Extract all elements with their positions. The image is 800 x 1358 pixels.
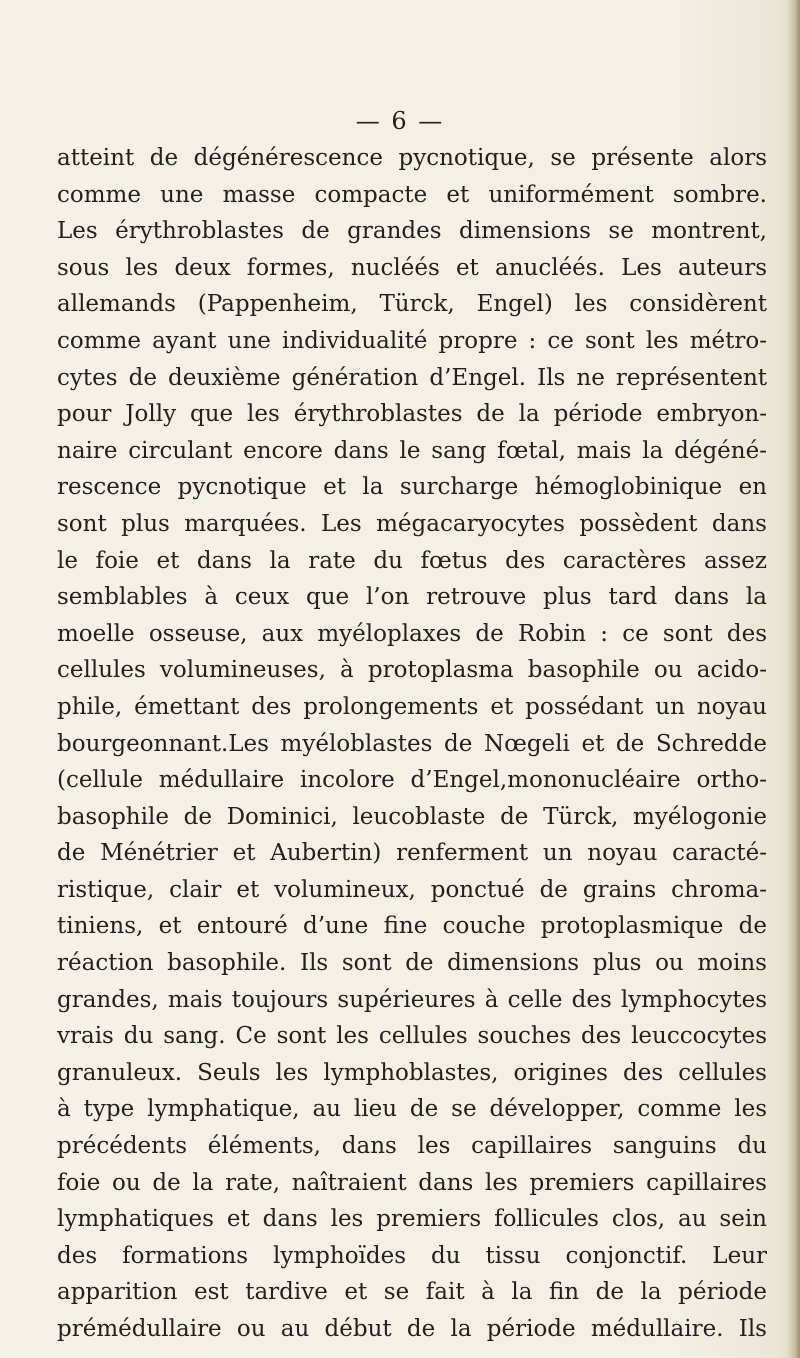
text-line: phile, émettant des prolongements et possédant un noyau: [57, 693, 767, 720]
text-line: réaction basophile. Ils sont de dimensions plus ou moins: [57, 950, 767, 977]
page-number: — 6 —: [355, 107, 445, 135]
text-line: atteint de dégénérescence pycnotique, se présente alors: [57, 145, 767, 171]
text-line: à type lymphatique, au lieu de se développer, comme les: [57, 1096, 767, 1123]
text-line: le foie et dans la rate du fœtus des caractères assez: [57, 547, 767, 574]
text-line: allemands (Pappenheim, Türck, Engel) les considèrent: [57, 291, 767, 318]
page-edge-shadow: [786, 0, 800, 1358]
text-line: naire circulant encore dans le sang fœtal, mais la dégéné-: [57, 437, 767, 464]
text-line: cytes de deuxième génération d’Engel. Ils ne représentent: [57, 364, 767, 391]
text-line: sous les deux formes, nucléés et anucléés. Les auteurs: [57, 254, 767, 281]
text-line: (cellule médullaire incolore d’Engel,mononucléaire ortho-: [57, 767, 767, 794]
text-line: précédents éléments, dans les capillaires sanguins du: [57, 1133, 767, 1160]
text-line: pour Jolly que les érythroblastes de la période embryon-: [57, 401, 767, 428]
text-line: tiniens, et entouré d’une fine couche protoplasmique de: [57, 913, 767, 940]
text-line: foie ou de la rate, naîtraient dans les premiers capillaires: [57, 1169, 767, 1196]
text-line: ristique, clair et volumineux, ponctué de grains chroma-: [57, 876, 767, 903]
text-line: grandes, mais toujours supérieures à celle des lymphocytes: [57, 986, 767, 1013]
text-line: Les érythroblastes de grandes dimensions se montrent,: [57, 218, 767, 245]
text-line: de Ménétrier et Aubertin) renferment un noyau caracté-: [57, 840, 767, 867]
text-line: sont plus marquées. Les mégacaryocytes possèdent dans: [57, 510, 767, 537]
text-line: granuleux. Seuls les lymphoblastes, origines des cellules: [57, 1059, 767, 1086]
text-line: rescence pycnotique et la surcharge hémoglobinique en: [57, 474, 767, 501]
text-line: apparition est tardive et se fait à la fin de la période: [57, 1279, 767, 1306]
text-line: comme ayant une individualité propre : ce sont les métro-: [57, 327, 767, 354]
body-text: [57, 140, 767, 1348]
text-line: semblables à ceux que l’on retrouve plus tard dans la: [57, 584, 767, 611]
text-line: moelle osseuse, aux myéloplaxes de Robin : ce sont des: [57, 620, 767, 647]
text-line: prémédullaire ou au début de la période médullaire. Ils: [57, 1316, 767, 1342]
text-line: lymphatiques et dans les premiers follicules clos, au sein: [57, 1206, 767, 1233]
text-line: basophile de Dominici, leucoblaste de Türck, myélogonie: [57, 803, 767, 830]
text-line: comme une masse compacte et uniformément sombre.: [57, 181, 767, 208]
text-line: bourgeonnant.Les myéloblastes de Nœgeli et de Schredde: [57, 730, 767, 757]
text-line: cellules volumineuses, à protoplasma basophile ou acido-: [57, 657, 767, 684]
text-line: vrais du sang. Ce sont les cellules souches des leuccocytes: [57, 1023, 767, 1050]
text-line: des formations lymphoïdes du tissu conjonctif. Leur: [57, 1242, 767, 1269]
